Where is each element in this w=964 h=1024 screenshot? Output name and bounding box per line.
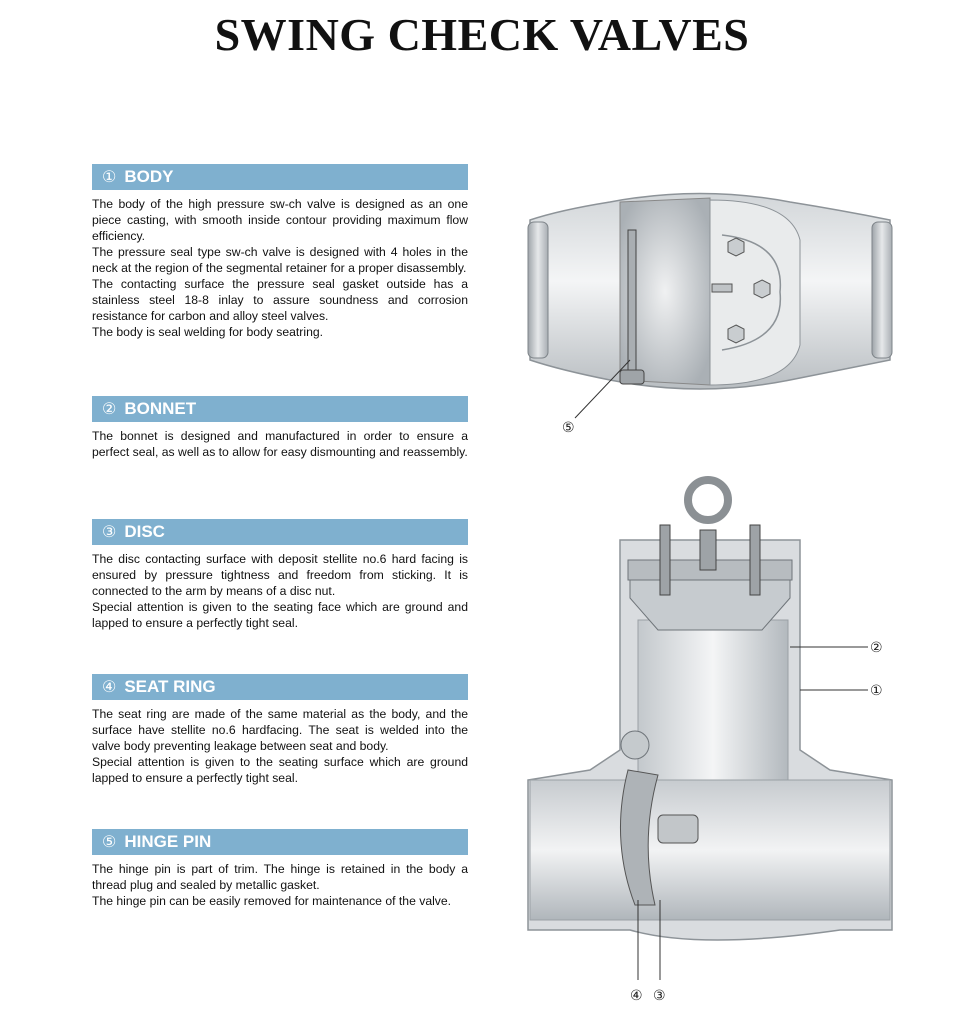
section-number: ② [102, 401, 117, 418]
bonnet-stud [750, 525, 760, 595]
neck-bore [638, 620, 788, 790]
section-header [92, 396, 468, 422]
section-text [92, 551, 468, 631]
paragraph: The pressure seal type sw-ch valve is designed with 4 holes in the neck at the region of the segmental retainer for a proper disassembly. [92, 245, 468, 275]
eye-bolt [688, 480, 728, 520]
callout-body: ① [870, 683, 883, 699]
hinge-pin [628, 230, 636, 370]
paragraph: The hinge pin is part of trim. The hinge is retained in the body a thread plug and sealed by metallic gasket. [92, 862, 468, 892]
left-pipe-end [528, 222, 548, 358]
bonnet-bolt [728, 325, 744, 343]
page-title: SWING CHECK VALVES [214, 9, 750, 60]
section-header [92, 829, 468, 855]
section-heading: HINGE PIN [124, 832, 212, 851]
bonnet-stud [660, 525, 670, 595]
section-header [92, 674, 468, 700]
callout-seat-ring: ④ [630, 988, 643, 1004]
paragraph: Special attention is given to the seating face which are ground and lapped to ensure a perfectly tight seal. [92, 600, 468, 630]
section-seat-ring [92, 674, 468, 786]
section-number: ④ [102, 679, 117, 696]
paragraph: The seat ring are made of the same material as the body, and the surface have stellite no.6 hardfacing. The seat is welded into the valve body preventing leakage between seat and body. [92, 707, 468, 753]
paragraph: The body of the high pressure sw-ch valve is designed as an one piece casting, with smooth inside contour providing maximum flow efficiency. [92, 197, 468, 243]
section-text [92, 706, 468, 786]
bonnet-bolt [754, 280, 770, 298]
bonnet [630, 580, 790, 630]
disc-nut [658, 815, 698, 843]
hinge-plug [620, 370, 644, 384]
section-text [92, 861, 468, 909]
right-pipe-end [872, 222, 892, 358]
run-bore [530, 780, 890, 920]
paragraph: The bonnet is designed and manufactured in order to ensure a perfect seal, as well as to allow for easy dismounting and reassembly. [92, 429, 468, 459]
section-number: ③ [102, 524, 117, 541]
section-hinge-pin [92, 829, 468, 909]
section-heading: BODY [124, 167, 174, 186]
valve-top-illustration [500, 180, 920, 440]
paragraph: Special attention is given to the seating surface which are ground lapped to ensure a perfectly tight seal. [92, 755, 468, 785]
section-disc [92, 519, 468, 631]
paragraph: The contacting surface the pressure seal gasket outside has a stainless steel 18-8 inlay to assure soundness and corrosion resistance for carbon and alloy steel valves. [92, 277, 468, 323]
section-bonnet [92, 396, 468, 460]
paragraph: The hinge pin can be easily removed for maintenance of the valve. [92, 894, 452, 908]
section-text [92, 196, 468, 340]
section-number: ⑤ [102, 834, 117, 851]
bonnet-bolt [728, 238, 744, 256]
section-heading: BONNET [124, 399, 197, 418]
paragraph: The disc contacting surface with deposit stellite no.6 hard facing is ensured by pressure tightness and freedom from sticking. It is connected to the arm by means of a disc nut. [92, 552, 468, 598]
callout-disc: ③ [653, 988, 666, 1004]
callout-hinge-pin: ⑤ [562, 420, 575, 436]
section-header [92, 164, 468, 190]
callout-bonnet: ② [870, 640, 883, 656]
section-body [92, 164, 468, 340]
section-number: ① [102, 169, 117, 186]
section-text [92, 428, 468, 460]
paragraph: The body is seal welding for body seatring. [92, 325, 324, 339]
valve-cutaway-illustration [500, 470, 920, 1010]
section-header [92, 519, 468, 545]
section-heading: SEAT RING [124, 677, 216, 696]
section-heading: DISC [124, 522, 165, 541]
hinge-boss [621, 731, 649, 759]
disc-nut [712, 284, 732, 292]
center-screw [700, 530, 716, 570]
